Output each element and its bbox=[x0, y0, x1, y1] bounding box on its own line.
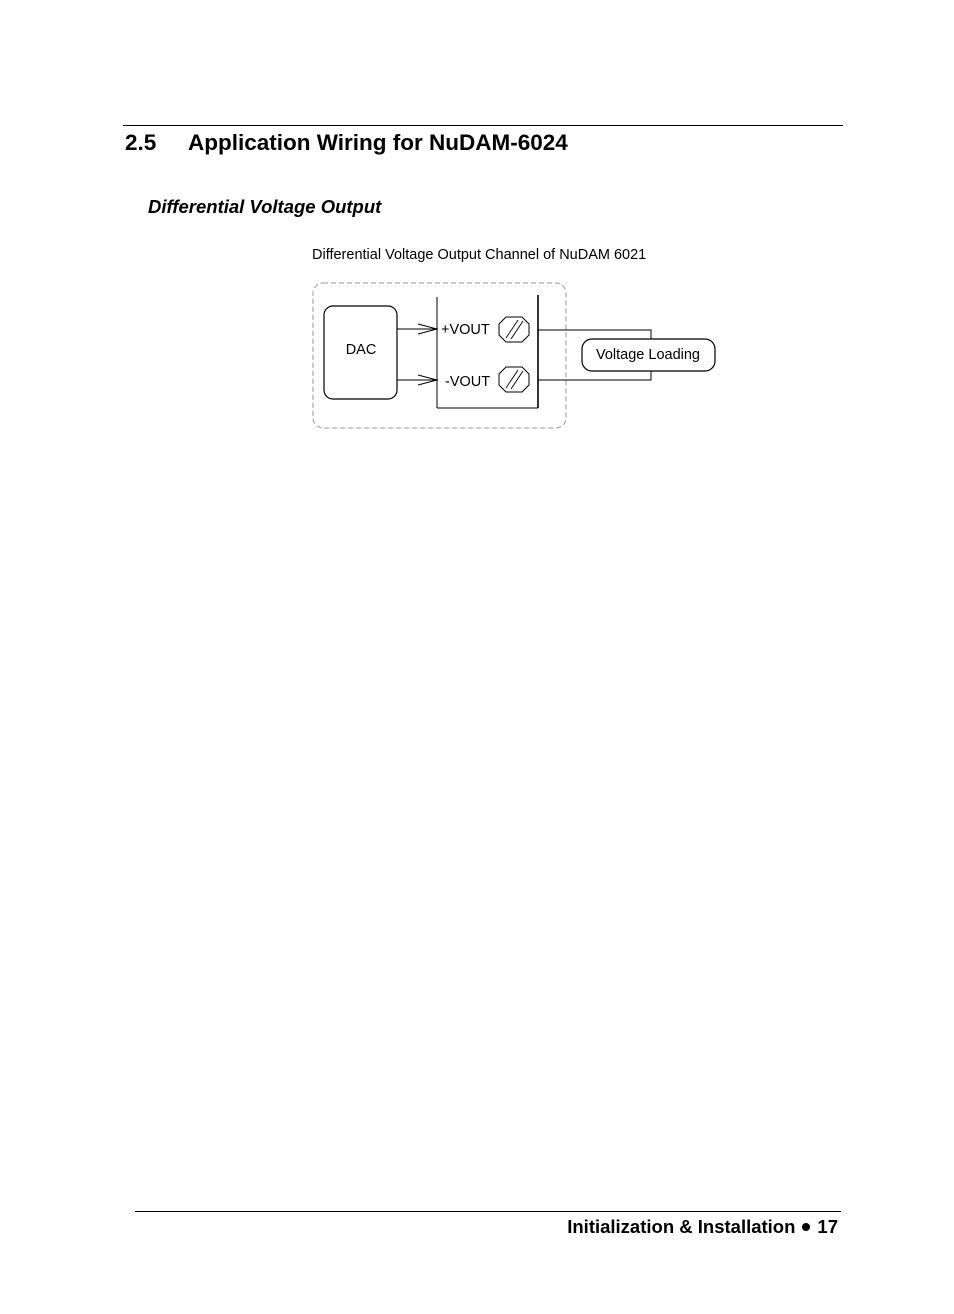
figure-caption: Differential Voltage Output Channel of NuDAM 6021 bbox=[312, 247, 647, 263]
vout-plus-label: +VOUT bbox=[441, 322, 490, 338]
bottom-rule bbox=[135, 1211, 841, 1212]
page-footer bbox=[567, 1215, 838, 1239]
subsection-heading: Differential Voltage Output bbox=[148, 196, 382, 217]
bullet-icon bbox=[802, 1223, 810, 1231]
arrow-minus bbox=[397, 375, 437, 385]
dac-label: DAC bbox=[345, 342, 377, 358]
wiring-diagram bbox=[300, 275, 740, 445]
footer-chapter-title: Initialization & Installation bbox=[567, 1216, 796, 1237]
footer-page-number: 17 bbox=[817, 1216, 838, 1237]
top-rule bbox=[123, 125, 843, 126]
voltage-loading-label: Voltage Loading bbox=[595, 347, 701, 363]
section-number: 2.5 bbox=[125, 130, 157, 155]
vout-minus-label: -VOUT bbox=[445, 374, 491, 390]
section-heading bbox=[125, 128, 568, 158]
section-title: Application Wiring for NuDAM-6024 bbox=[188, 130, 568, 155]
screw-terminal-minus-icon bbox=[499, 367, 529, 392]
arrow-plus bbox=[397, 324, 437, 334]
screw-terminal-plus-icon bbox=[499, 317, 529, 342]
